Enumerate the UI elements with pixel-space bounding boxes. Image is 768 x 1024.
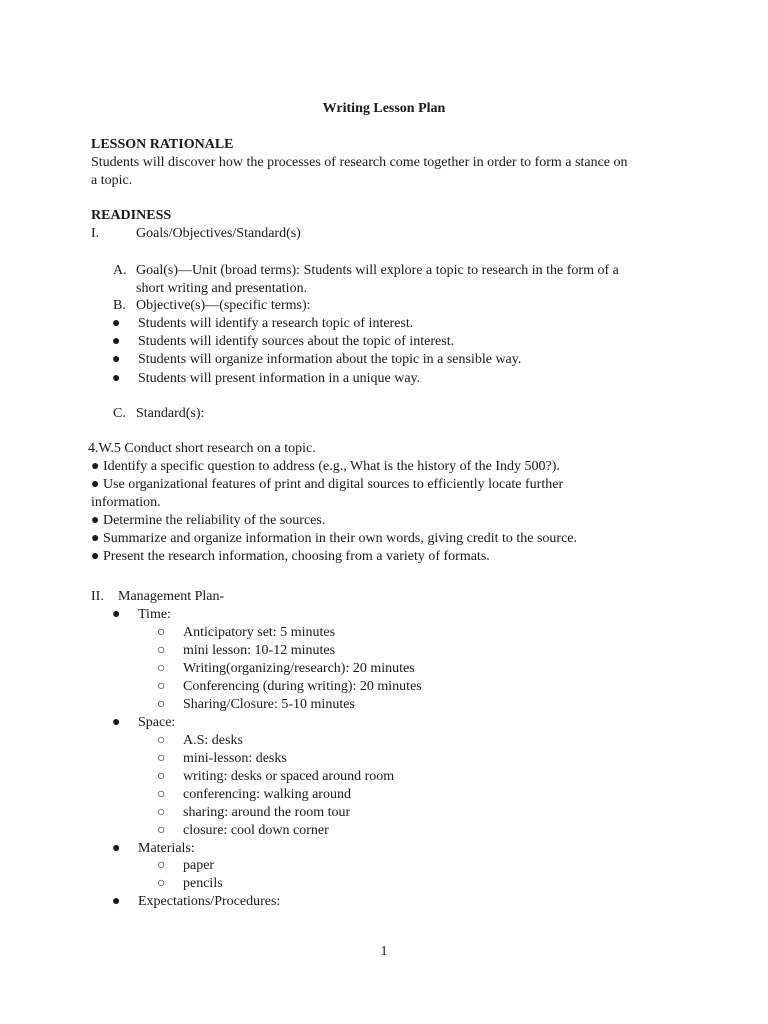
management-heading: Management Plan- <box>118 589 225 604</box>
expectations-item <box>112 893 280 911</box>
objective-item <box>112 333 454 351</box>
time-sub-text: Conferencing (during writing): 20 minutes <box>183 679 422 694</box>
objective-text: Students will organize information about the topic in a sensible way. <box>138 352 522 367</box>
goal-a-line-2: short writing and presentation. <box>136 281 308 296</box>
section-number-1: I. <box>91 226 100 241</box>
goal-a-line-1: Goal(s)—Unit (broad terms): Students will explore a topic to research in the form of a <box>136 263 619 278</box>
bullet-icon: ● <box>112 715 121 730</box>
rationale-heading: LESSON RATIONALE <box>91 137 234 152</box>
time-sub-item <box>157 660 415 678</box>
section-number-2: II. <box>91 589 104 604</box>
page-number: 1 <box>380 944 388 959</box>
time-sub-text: Sharing/Closure: 5-10 minutes <box>183 697 355 712</box>
materials-item <box>112 840 195 858</box>
standard-code: 4.W.5 Conduct short research on a topic. <box>88 441 316 456</box>
bullet-icon: ● <box>112 316 121 331</box>
standard-bullet-2-line-2: information. <box>91 495 161 510</box>
rationale-text-line-1: Students will discover how the processes of research come together in order to form a stance on <box>91 155 628 170</box>
space-sub-text: A.S: desks <box>183 733 243 748</box>
circle-bullet-icon: ○ <box>157 697 166 712</box>
circle-bullet-icon: ○ <box>157 876 166 891</box>
space-sub-text: sharing: around the room tour <box>183 805 351 820</box>
space-item <box>112 714 175 732</box>
document-title: Writing Lesson Plan <box>322 101 446 116</box>
bullet-icon: ● <box>112 371 121 386</box>
time-sub-item <box>157 624 335 642</box>
circle-bullet-icon: ○ <box>157 643 166 658</box>
space-sub-item <box>157 750 287 768</box>
time-sub-item <box>157 642 335 660</box>
space-sub-item <box>157 786 351 804</box>
materials-sub-item <box>157 857 214 875</box>
bullet-icon: ● <box>112 334 121 349</box>
standard-bullet-1: ● Identify a specific question to address (e.g., What is the history of the Indy 500?). <box>91 459 560 474</box>
circle-bullet-icon: ○ <box>157 625 166 640</box>
readiness-heading: READINESS <box>91 208 172 223</box>
goal-b-text: Objective(s)—(specific terms): <box>136 298 311 313</box>
goal-b-label: B. <box>113 298 126 313</box>
time-sub-item <box>157 696 355 714</box>
standard-bullet-3: ● Determine the reliability of the sources. <box>91 513 326 528</box>
goal-c-text: Standard(s): <box>136 406 205 421</box>
space-label: Space: <box>138 715 176 730</box>
goals-heading: Goals/Objectives/Standard(s) <box>136 226 301 241</box>
circle-bullet-icon: ○ <box>157 787 166 802</box>
circle-bullet-icon: ○ <box>157 769 166 784</box>
space-sub-text: writing: desks or spaced around room <box>183 769 395 784</box>
bullet-icon: ● <box>112 607 121 622</box>
time-sub-text: Anticipatory set: 5 minutes <box>183 625 336 640</box>
space-sub-item <box>157 822 329 840</box>
objective-item <box>112 351 521 369</box>
rationale-text-line-2: a topic. <box>91 173 133 188</box>
materials-label: Materials: <box>138 841 195 856</box>
bullet-icon: ● <box>112 352 121 367</box>
bullet-icon: ● <box>112 894 121 909</box>
time-sub-text: mini lesson: 10-12 minutes <box>183 643 336 658</box>
space-sub-text: conferencing: walking around <box>183 787 351 802</box>
objective-text: Students will present information in a unique way. <box>138 371 421 386</box>
space-sub-item <box>157 732 243 750</box>
circle-bullet-icon: ○ <box>157 661 166 676</box>
standard-bullet-4: ● Summarize and organize information in their own words, giving credit to the source. <box>91 531 578 546</box>
objective-text: Students will identify a research topic of interest. <box>138 316 414 331</box>
goal-a-label: A. <box>113 263 127 278</box>
time-label: Time: <box>138 607 171 622</box>
time-sub-text: Writing(organizing/research): 20 minutes <box>183 661 415 676</box>
circle-bullet-icon: ○ <box>157 733 166 748</box>
circle-bullet-icon: ○ <box>157 679 166 694</box>
circle-bullet-icon: ○ <box>157 805 166 820</box>
materials-sub-text: pencils <box>183 876 223 891</box>
objective-item <box>112 315 413 333</box>
time-item <box>112 606 171 624</box>
goal-c-label: C. <box>113 406 126 421</box>
space-sub-text: mini-lesson: desks <box>183 751 287 766</box>
objective-item <box>112 370 420 388</box>
time-sub-item <box>157 678 422 696</box>
standard-bullet-5: ● Present the research information, choosing from a variety of formats. <box>91 549 490 564</box>
standard-bullet-2-line-1: ● Use organizational features of print and digital sources to efficiently locate further <box>91 477 564 492</box>
space-sub-text: closure: cool down corner <box>183 823 329 838</box>
circle-bullet-icon: ○ <box>157 751 166 766</box>
circle-bullet-icon: ○ <box>157 858 166 873</box>
space-sub-item <box>157 768 394 786</box>
materials-sub-text: paper <box>183 858 215 873</box>
bullet-icon: ● <box>112 841 121 856</box>
circle-bullet-icon: ○ <box>157 823 166 838</box>
objective-text: Students will identify sources about the topic of interest. <box>138 334 455 349</box>
space-sub-item <box>157 804 350 822</box>
expectations-label: Expectations/Procedures: <box>138 894 281 909</box>
materials-sub-item <box>157 875 223 893</box>
